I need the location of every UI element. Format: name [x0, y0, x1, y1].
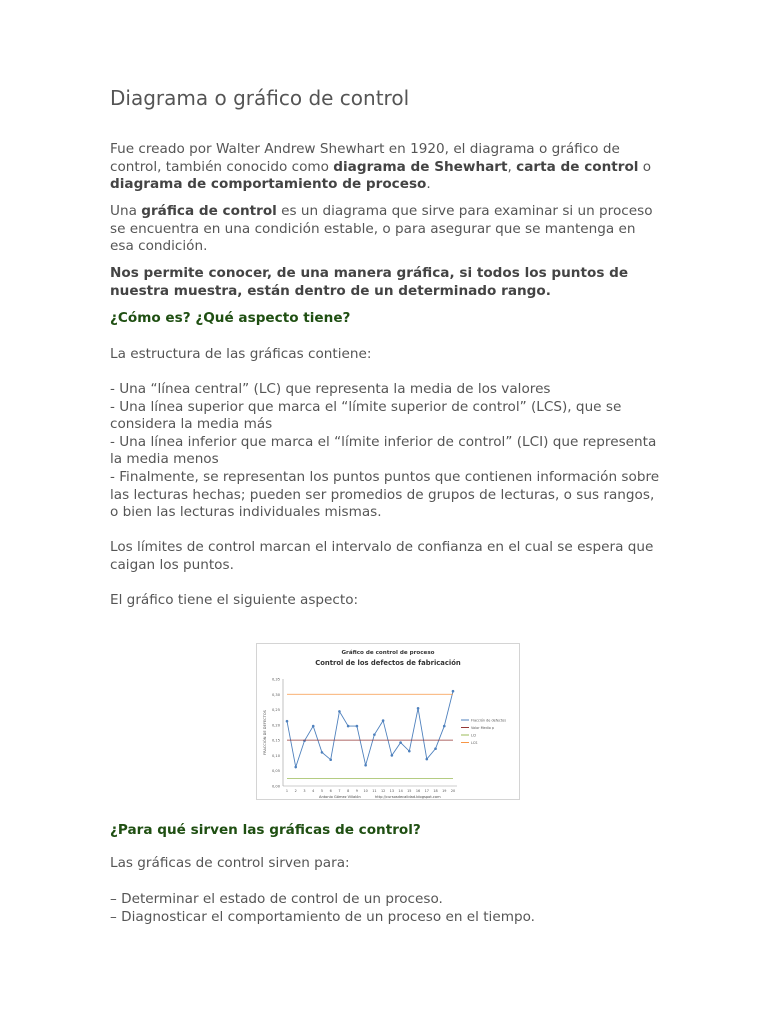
- data-point: [338, 710, 341, 713]
- data-point: [373, 733, 376, 736]
- x-tick-label: 1: [285, 789, 289, 793]
- uses-item: – Determinar el estado de control de un proceso.: [110, 891, 443, 907]
- x-tick-label: 5: [320, 789, 324, 793]
- x-tick-label: 2: [294, 789, 297, 793]
- intro-text-4: .: [426, 176, 431, 193]
- data-point: [434, 747, 437, 750]
- intro-text-3: o: [638, 158, 652, 175]
- data-point: [443, 725, 446, 728]
- legend-label: Fracción de defectos: [471, 718, 507, 723]
- y-tick-label: 0,05: [271, 769, 280, 774]
- uses-item: – Diagnosticar el comportamiento de un proceso en el tiempo.: [110, 908, 535, 925]
- x-tick-label: 4: [312, 789, 315, 793]
- intro-text-1: Fue creado por Walter Andrew Shewhart en 1920, el diagrama o gráfico de control, también conocido como: [110, 141, 620, 175]
- chart-title: Gráfico de control de proceso: [341, 650, 435, 656]
- limits-paragraph: Los límites de control marcan el intervalo de confianza en el cual se espera que caigan los puntos.: [110, 539, 654, 573]
- control-chart-figure: [256, 643, 520, 800]
- structure-intro: La estructura de las gráficas contiene:: [110, 346, 372, 362]
- x-tick-label: 15: [407, 789, 412, 793]
- appearance-paragraph: El gráfico tiene el siguiente aspecto:: [110, 592, 359, 608]
- intro-paragraph: [110, 141, 660, 194]
- structure-item: - Una “línea central” (LC) que representa la media de los valores: [110, 381, 551, 397]
- legend-label: Valor Medio p: [471, 725, 495, 730]
- y-tick-label: 0,10: [271, 753, 280, 758]
- y-axis-label: FRACCIÓN DE DEFECTOS: [263, 710, 267, 755]
- data-point: [425, 758, 428, 761]
- data-point: [286, 720, 289, 723]
- legend-label: LCI: [471, 733, 477, 738]
- x-tick-label: 6: [329, 789, 332, 793]
- y-tick-label: 0,15: [271, 738, 280, 743]
- intro-text-2: ,: [507, 158, 517, 175]
- x-tick-label: 16: [415, 789, 421, 793]
- definition-paragraph: [110, 203, 660, 256]
- x-tick-label: 11: [372, 789, 377, 793]
- structure-item: - Una línea superior que marca el “límite superior de control” (LCS), que se considera la media más: [110, 398, 622, 433]
- x-tick-label: 20: [450, 789, 456, 793]
- y-tick-label: 0,20: [271, 723, 280, 728]
- intro-bold-1: diagrama de Shewhart: [333, 158, 508, 175]
- page-title: Diagrama o gráfico de control: [110, 86, 410, 110]
- intro-bold-2: carta de control: [516, 158, 639, 175]
- uses-intro: Las gráficas de control sirven para:: [110, 855, 350, 871]
- definition-text-1: Una: [110, 203, 142, 219]
- x-tick-label: 14: [398, 789, 403, 793]
- x-tick-label: 17: [424, 789, 429, 793]
- y-tick-label: 0,35: [271, 677, 280, 682]
- x-tick-label: 7: [338, 789, 341, 793]
- chart-subtitle: Control de los defectos de fabricación: [315, 659, 461, 667]
- x-tick-label: 12: [380, 789, 386, 793]
- x-tick-label: 10: [363, 789, 368, 793]
- y-tick-label: 0,30: [271, 692, 280, 697]
- data-point: [312, 725, 315, 728]
- definition-text-2: es un diagrama que sirve para examinar si un proceso se encuentra en una condición estable, o para asegurar que se mantenga en esa condición.: [110, 203, 653, 255]
- data-point: [356, 725, 359, 728]
- section-heading-how: ¿Cómo es? ¿Qué aspecto tiene?: [110, 310, 351, 326]
- structure-list: [110, 381, 660, 522]
- control-chart: [257, 644, 519, 799]
- structure-item: - Una línea inferior que marca el “límite inferior de control” (LCI) que representa la media menos: [110, 433, 657, 468]
- data-point: [321, 751, 324, 754]
- data-point: [391, 754, 394, 757]
- data-point: [294, 766, 297, 769]
- x-tick-label: 13: [389, 789, 395, 793]
- data-point: [408, 750, 411, 753]
- data-point: [417, 707, 420, 710]
- x-tick-label: 8: [347, 789, 350, 793]
- legend-label: LCS: [471, 740, 478, 745]
- data-point: [382, 719, 385, 722]
- x-tick-label: 18: [433, 789, 438, 793]
- data-point: [347, 725, 350, 728]
- y-tick-label: 0,25: [271, 708, 280, 713]
- data-point: [329, 758, 332, 761]
- series-line-1: [287, 691, 453, 767]
- y-tick-label: 0,00: [271, 784, 280, 789]
- structure-item: - Finalmente, se representan los puntos puntos que contienen información sobre las lecturas hechas; pueden ser promedios de grupos de lecturas, o sus rangos, o bien las lecturas individuales mismas.: [110, 468, 660, 521]
- chart-footer-url: http://cursosdecalidad.blogspot.com: [375, 795, 441, 799]
- definition-bold: gráfica de control: [141, 203, 277, 219]
- intro-bold-3: diagrama de comportamiento de proceso: [110, 176, 427, 193]
- uses-list: [110, 891, 660, 926]
- section-heading-purpose: ¿Para qué sirven las gráficas de control?: [110, 822, 421, 838]
- purpose-paragraph: Nos permite conocer, de una manera gráfica, si todos los puntos de nuestra muestra, están dentro de un determinado rango.: [110, 265, 629, 299]
- x-tick-label: 19: [442, 789, 447, 793]
- data-point: [452, 690, 455, 693]
- x-tick-label: 9: [355, 789, 358, 793]
- data-point: [364, 764, 367, 767]
- x-tick-label: 3: [303, 789, 306, 793]
- data-point: [399, 741, 402, 744]
- chart-footer-author: Antonio Gómez Villalón: [319, 795, 361, 799]
